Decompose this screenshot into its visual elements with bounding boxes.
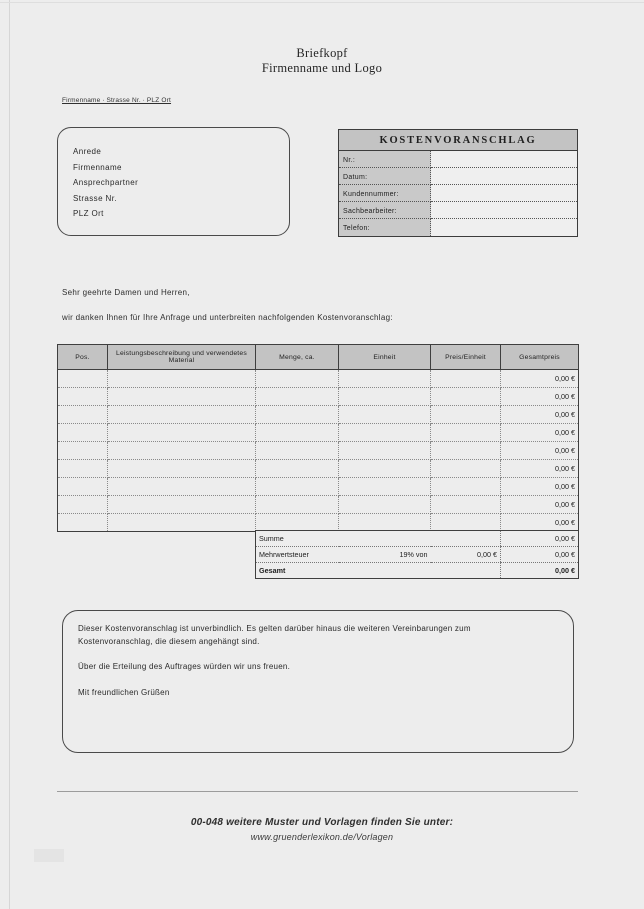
item-cell-total: 0,00 € — [501, 514, 579, 532]
estimate-title: KOSTENVORANSCHLAG — [339, 130, 577, 151]
item-cell-unit — [339, 478, 431, 496]
recipient-line: Strasse Nr. — [73, 193, 117, 203]
estimate-field-value — [431, 185, 577, 202]
item-cell-price — [431, 370, 501, 388]
letterhead-line2: Firmenname und Logo — [261, 61, 383, 75]
estimate-field-value — [431, 202, 577, 219]
estimate-field-label: Kundennummer: — [339, 185, 431, 202]
item-cell-description — [108, 478, 256, 496]
item-cell-pos — [58, 460, 108, 478]
item-cell-unit — [339, 388, 431, 406]
item-cell-total: 0,00 € — [501, 496, 579, 514]
letterhead-line1: Briefkopf — [296, 46, 348, 60]
estimate-field-label: Datum: — [339, 168, 431, 185]
item-cell-description — [108, 442, 256, 460]
estimate-field-label: Sachbearbeiter: — [339, 202, 431, 219]
summary-table — [255, 530, 579, 579]
terms-closing: Mit freundlichen Grüßen — [78, 687, 170, 697]
scan-artifact — [34, 849, 64, 862]
item-cell-pos — [58, 370, 108, 388]
item-cell-unit — [339, 370, 431, 388]
item-cell-unit — [339, 460, 431, 478]
col-header-total: Gesamtpreis — [501, 345, 579, 370]
item-row — [58, 514, 579, 532]
item-row — [58, 478, 579, 496]
item-cell-total: 0,00 € — [501, 406, 579, 424]
item-cell-total: 0,00 € — [501, 424, 579, 442]
grand-total-value: 0,00 € — [501, 563, 579, 579]
recipient-line: Ansprechpartner — [73, 178, 139, 187]
item-cell-pos — [58, 406, 108, 424]
estimate-field-value — [431, 168, 577, 185]
item-cell-qty — [256, 424, 339, 442]
item-cell-qty — [256, 478, 339, 496]
item-cell-qty — [256, 370, 339, 388]
estimate-field-label: Telefon: — [339, 219, 431, 236]
item-cell-price — [431, 496, 501, 514]
item-cell-qty — [256, 460, 339, 478]
item-cell-unit — [339, 496, 431, 514]
salutation: Sehr geehrte Damen und Herren, — [62, 288, 190, 297]
footer-url: www.gruenderlexikon.de/Vorlagen — [250, 832, 394, 842]
item-cell-description — [108, 388, 256, 406]
items-table-body — [58, 370, 579, 532]
estimate-field-row — [339, 219, 577, 236]
vat-rate: 19% von — [339, 547, 431, 563]
subtotal-value: 0,00 € — [501, 531, 579, 547]
item-cell-price — [431, 388, 501, 406]
estimate-header-box — [338, 129, 578, 237]
terms-paragraph1: Dieser Kostenvoranschlag ist unverbindlich. Es gelten darüber hinaus die weiteren Vereinbarungen zum Kostenvoranschlag, die diesem angehängt sind. — [78, 624, 471, 646]
recipient-line: Firmenname — [73, 162, 122, 172]
item-cell-qty — [256, 514, 339, 532]
footer-line1: 00-048 weitere Muster und Vorlagen finden Sie unter: — [190, 817, 454, 828]
intro-text: wir danken Ihnen für Ihre Anfrage und unterbreiten nachfolgenden Kostenvoranschlag: — [62, 313, 393, 322]
item-cell-description — [108, 406, 256, 424]
footer-divider — [57, 791, 578, 792]
item-cell-price — [431, 406, 501, 424]
item-cell-total: 0,00 € — [501, 442, 579, 460]
item-cell-pos — [58, 388, 108, 406]
grand-total-label: Gesamt — [259, 566, 286, 575]
letterhead — [0, 46, 644, 76]
item-cell-description — [108, 496, 256, 514]
item-row — [58, 370, 579, 388]
item-cell-unit — [339, 514, 431, 532]
item-cell-description — [108, 460, 256, 478]
item-cell-pos — [58, 514, 108, 532]
vat-value: 0,00 € — [501, 547, 579, 563]
item-cell-total: 0,00 € — [501, 460, 579, 478]
item-row — [58, 424, 579, 442]
item-cell-unit — [339, 424, 431, 442]
items-table — [57, 344, 579, 532]
item-cell-pos — [58, 478, 108, 496]
estimate-field-row — [339, 151, 577, 168]
recipient-line: PLZ Ort — [73, 209, 104, 218]
scan-edge-left — [9, 0, 10, 909]
item-cell-price — [431, 460, 501, 478]
col-header-pos: Pos. — [58, 345, 108, 370]
col-header-qty: Menge, ca. — [256, 345, 339, 370]
item-cell-total: 0,00 € — [501, 370, 579, 388]
items-table-header-row — [58, 345, 579, 370]
item-cell-price — [431, 442, 501, 460]
scan-edge-top — [0, 2, 644, 3]
item-cell-pos — [58, 496, 108, 514]
estimate-field-value — [431, 151, 577, 168]
item-cell-total: 0,00 € — [501, 478, 579, 496]
item-cell-price — [431, 424, 501, 442]
sender-address-line: Firmenname ∙ Strasse Nr. ∙ PLZ Ort — [62, 97, 172, 104]
item-cell-qty — [256, 388, 339, 406]
estimate-field-label: Nr.: — [339, 151, 431, 168]
col-header-description: Leistungsbeschreibung und verwendetes Material — [108, 345, 256, 370]
item-cell-total: 0,00 € — [501, 388, 579, 406]
terms-box — [62, 610, 574, 753]
item-row — [58, 388, 579, 406]
subtotal-row — [256, 531, 579, 547]
item-row — [58, 460, 579, 478]
item-cell-pos — [58, 424, 108, 442]
item-cell-description — [108, 424, 256, 442]
vat-row — [256, 547, 579, 563]
recipient-address-box — [57, 127, 290, 236]
estimate-field-value — [431, 219, 577, 236]
item-cell-price — [431, 514, 501, 532]
vat-label: Mehrwertsteuer — [256, 547, 339, 563]
item-cell-qty — [256, 406, 339, 424]
item-cell-description — [108, 370, 256, 388]
terms-paragraph2: Über die Erteilung des Auftrages würden wir uns freuen. — [78, 662, 291, 671]
col-header-unit-price: Preis/Einheit — [431, 345, 501, 370]
item-row — [58, 442, 579, 460]
item-cell-unit — [339, 442, 431, 460]
item-cell-price — [431, 478, 501, 496]
col-header-unit: Einheit — [339, 345, 431, 370]
item-row — [58, 496, 579, 514]
item-cell-pos — [58, 442, 108, 460]
estimate-field-row — [339, 185, 577, 202]
recipient-line: Anrede — [73, 147, 102, 156]
item-cell-unit — [339, 406, 431, 424]
item-cell-description — [108, 514, 256, 532]
subtotal-label: Summe — [256, 531, 501, 547]
estimate-field-row — [339, 202, 577, 219]
vat-base: 0,00 € — [431, 547, 501, 563]
item-cell-qty — [256, 442, 339, 460]
grand-total-row — [256, 563, 579, 579]
item-row — [58, 406, 579, 424]
item-cell-qty — [256, 496, 339, 514]
estimate-field-row — [339, 168, 577, 185]
